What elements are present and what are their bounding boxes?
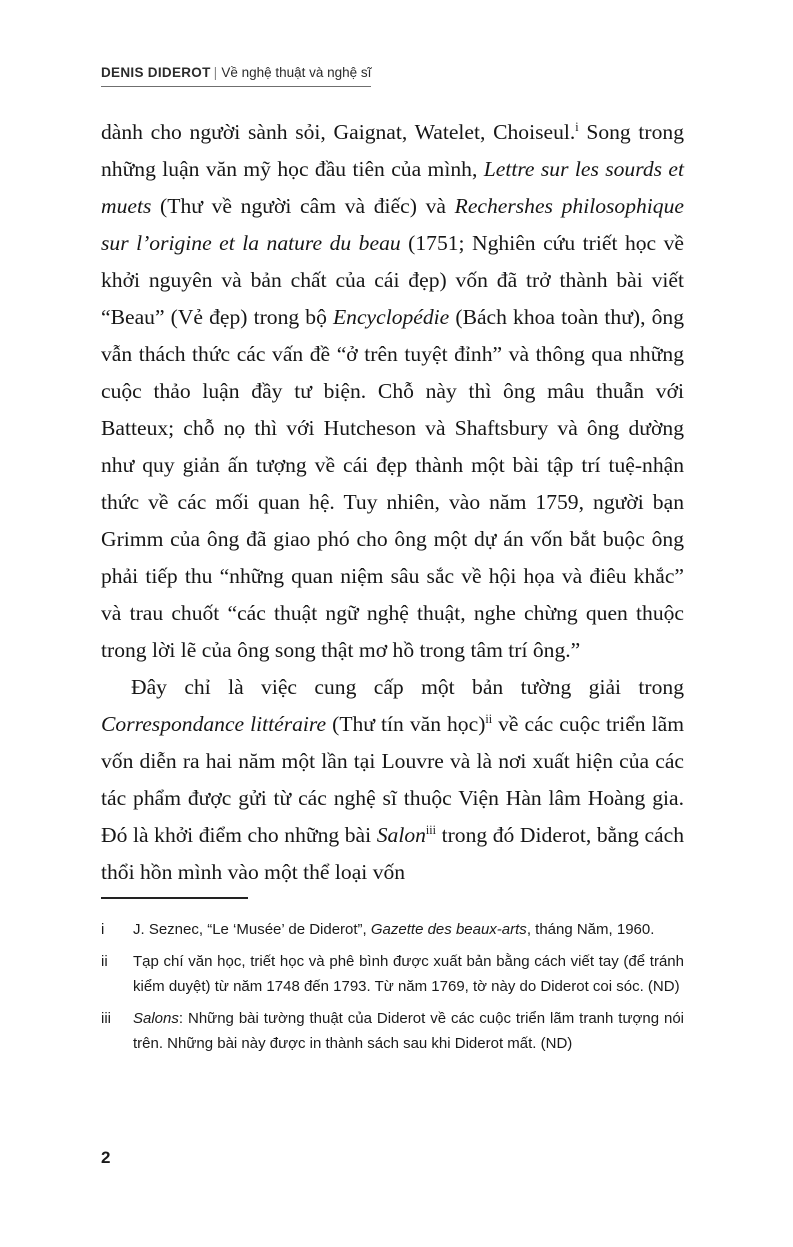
footnote-ref-ii[interactable]: ii [485,711,493,726]
header-title: Về nghệ thuật và nghệ sĩ [221,65,372,80]
paragraph-2-text-2: (Thư tín văn học) [326,712,486,736]
footnote-text [133,1006,684,1057]
footnote-marker: iii [101,1009,111,1027]
footnote-text-part-1: J. Seznec, “Le ‘Musée’ de Diderot”, [133,921,371,938]
footnote-text-part-2: , tháng Năm, 1960. [526,921,655,938]
paragraph-2-title-1: Correspondance littéraire [101,712,327,736]
footnote-item [101,949,684,1000]
page-number: 2 [101,1148,111,1167]
paragraph-1-text-3: (Thư về người câm và điếc) và [151,194,455,218]
footnote-ref-i[interactable]: i [575,119,579,134]
paragraph-2-text-3: về các cuộc triển lãm vốn diễn ra hai năm một lần tại Louvre và là nơi xuất hiện của các tác phẩm được gửi từ các nghệ sĩ thuộc Viện Hàn lâm Hoàng gia. Đó là khởi điểm cho những bài [101,712,684,847]
footnote-text-part-1: Tạp chí văn học, triết học và phê bình được xuất bản bằng cách viết tay (để tránh kiểm duyệt) từ năm 1748 đến 1793. Từ năm 1769, tờ này do Diderot coi sóc. (ND) [133,952,684,995]
footnote-separator-rule [101,897,248,899]
paragraph-2-title-2: Salon [376,823,426,847]
paragraph-1-title-3: Encyclopédie [332,305,450,329]
running-header [101,64,684,88]
header-separator: | [213,64,218,80]
footnote-title: Gazette des beaux-arts [370,921,527,938]
footnotes-section [101,897,684,1063]
footnote-item [101,1006,684,1057]
footnote-text [133,917,684,943]
paragraph-2-text-4: trong đó Diderot, bằng cách thổi hồn mình vào một thể loại vốn [101,823,684,884]
footnote-ref-iii[interactable]: iii [425,822,436,837]
footnote-marker: i [101,921,105,938]
paragraph-2-text-1: Đây chỉ là việc cung cấp một bản tường giải trong [131,675,684,699]
paragraph-1-title-2: Rechershes philosophique sur l’origine et la nature du beau [101,194,684,255]
footnote-item [101,917,684,943]
paragraph-2 [101,669,684,891]
paragraph-1-text-4: (1751; Nghiên cứu triết học về khởi nguyên và bản chất của cái đẹp) vốn đã trở thành bài viết “Beau” (Vẻ đẹp) trong bộ [101,231,684,329]
footnote-title: Salons [133,1009,179,1027]
paragraph-1-text-2: Song trong những luận văn mỹ học đầu tiên của mình, [101,120,684,181]
header-author: DENIS DIDEROT [101,65,211,80]
paragraph-1-title-1: Lettre sur les sourds et muets [101,157,684,218]
paragraph-1-text-1: dành cho người sành sỏi, Gaignat, Watelet, Choiseul. [101,120,576,144]
footnote-marker: ii [101,952,108,970]
paragraph-1-text-5: (Bách khoa toàn thư), ông vẫn thách thức các vấn đề “ở trên tuyệt đỉnh” và thông qua những cuộc thảo luận đầy tư biện. Chỗ này thì ông mâu thuẫn với Batteux; chỗ nọ thì với Hutcheson và Shaftsbury và ông dường như quy giản ấn tượng về cái đẹp thành một bài tập trí tuệ-nhận thức về các mối quan hệ. Tuy nhiên, vào năm 1759, người bạn Grimm của ông đã giao phó cho ông một dự án vốn bắt buộc ông phải tiếp thu “những quan niệm sâu sắc về hội họa và điêu khắc” và trau chuốt “các thuật ngữ nghệ thuật, nghe chừng quen thuộc trong lời lẽ của ông song thật mơ hồ trong tâm trí ông.” [101,305,684,662]
running-header-inner [101,64,371,87]
footnote-text [133,949,684,1000]
body-text-block [101,114,684,891]
footnote-text-part-2: : Những bài tường thuật của Diderot về các cuộc triển lãm tranh tượng nói trên. Những bài này được in thành sách sau khi Diderot mất. (ND) [133,1009,684,1052]
paragraph-1 [101,114,684,669]
